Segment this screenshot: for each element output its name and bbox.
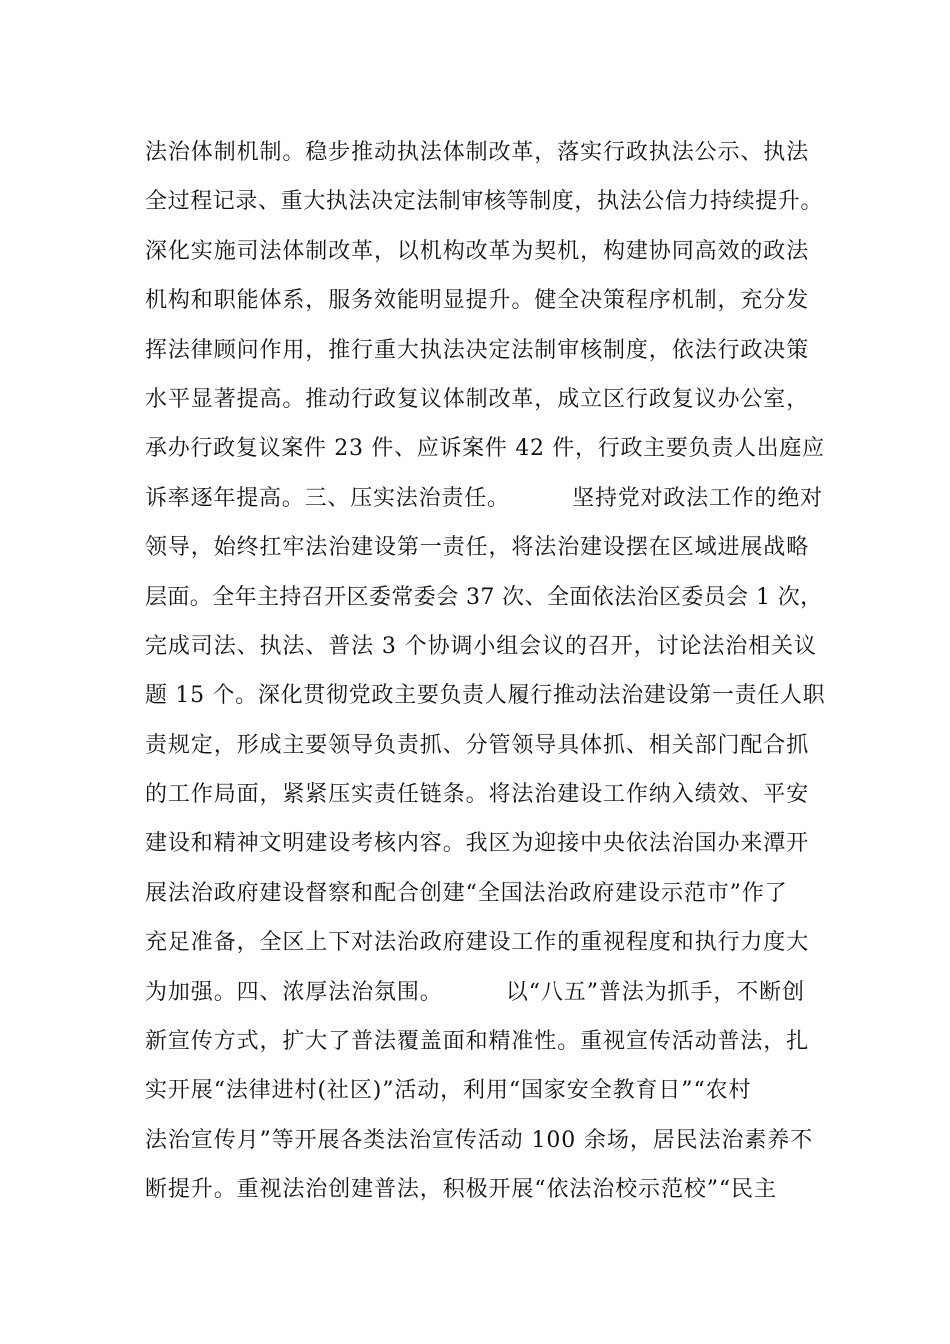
text-line: 责规定，形成主要领导负责抓、分管领导具体抓、相关部门配合抓 bbox=[145, 732, 810, 758]
text-line: 诉率逐年提高。三、压实法治责任。 坚持党对政法工作的绝对 bbox=[145, 485, 823, 511]
text-line: 的工作局面，紧紧压实责任链条。将法治建设工作纳入绩效、平安 bbox=[145, 782, 810, 808]
text-line: 法治宣传月”等开展各类法治宣传活动 100 余场，居民法治素养不 bbox=[145, 1127, 814, 1153]
text-line: 充足准备，全区上下对法治政府建设工作的重视程度和执行力度大 bbox=[145, 930, 810, 956]
text-line: 机构和职能体系，服务效能明显提升。健全决策程序机制，充分发 bbox=[145, 288, 810, 314]
text-line: 题 15 个。深化贯彻党政主要负责人履行推动法治建设第一责任人职 bbox=[145, 683, 826, 709]
text-line: 展法治政府建设督察和配合创建“全国法治政府建设示范市”作了 bbox=[145, 880, 788, 906]
text-line: 层面。全年主持召开区委常委会 37 次、全面依法治区委员会 1 次， bbox=[145, 584, 823, 610]
text-line: 深化实施司法体制改革，以机构改革为契机，构建协同高效的政法 bbox=[145, 238, 810, 264]
text-line: 水平显著提高。推动行政复议体制改革，成立区行政复议办公室， bbox=[145, 386, 810, 412]
text-line: 完成司法、执法、普法 3 个协调小组会议的召开，讨论法治相关议 bbox=[145, 633, 817, 659]
text-line: 法治体制机制。稳步推动执法体制改革，落实行政执法公示、执法 bbox=[145, 140, 810, 165]
text-line: 挥法律顾问作用，推行重大执法决定法制审核制度，依法行政决策 bbox=[145, 337, 810, 363]
text-line: 断提升。重视法治创建普法，积极开展“依法治校示范校”“民主 bbox=[145, 1177, 777, 1203]
text-line: 建设和精神文明建设考核内容。我区为迎接中央依法治国办来潭开 bbox=[145, 831, 810, 857]
text-line: 全过程记录、重大执法决定法制审核等制度，执法公信力持续提升。 bbox=[145, 189, 824, 215]
text-line: 实开展“法律进村(社区)”活动，利用“国家安全教育日”“农村 bbox=[145, 1078, 752, 1104]
text-line: 承办行政复议案件 23 件、应诉案件 42 件，行政主要负责人出庭应 bbox=[145, 436, 825, 462]
text-line: 为加强。四、浓厚法治氛围。 以“八五”普法为抓手，不断创 bbox=[145, 979, 805, 1005]
body-text bbox=[145, 128, 825, 1215]
text-line: 领导，始终扛牢法治建设第一责任，将法治建设摆在区域进展战略 bbox=[145, 535, 810, 561]
text-line: 新宣传方式，扩大了普法覆盖面和精准性。重视宣传活动普法，扎 bbox=[145, 1029, 810, 1055]
